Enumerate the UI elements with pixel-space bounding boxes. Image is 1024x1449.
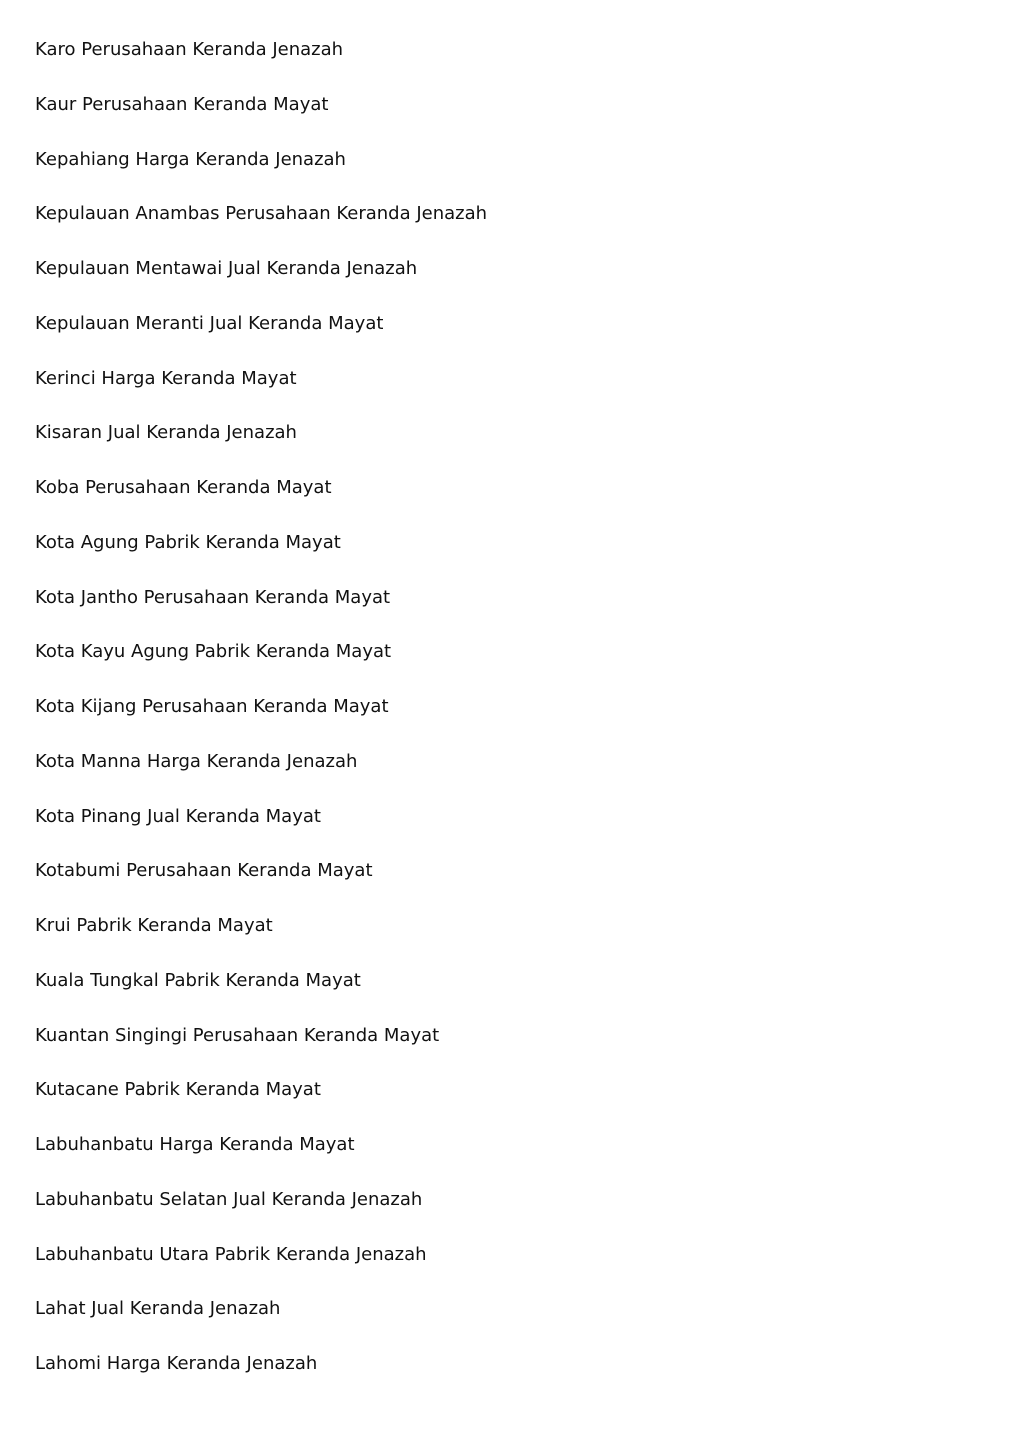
text-line: Kepulauan Meranti Jual Keranda Mayat [35, 312, 384, 334]
text-line: Kota Agung Pabrik Keranda Mayat [35, 531, 341, 553]
text-line: Kuala Tungkal Pabrik Keranda Mayat [35, 969, 361, 991]
text-line: Kutacane Pabrik Keranda Mayat [35, 1079, 321, 1101]
text-line: Kisaran Jual Keranda Jenazah [35, 422, 297, 444]
text-line: Lahomi Harga Keranda Jenazah [35, 1353, 318, 1374]
text-line: Karo Perusahaan Keranda Jenazah [35, 39, 344, 60]
text-line: Koba Perusahaan Keranda Mayat [35, 477, 332, 498]
text-line: Kaur Perusahaan Keranda Mayat [35, 93, 329, 115]
text-line: Kepulauan Anambas Perusahaan Keranda Jenazah [35, 203, 488, 225]
text-line: Labuhanbatu Harga Keranda Mayat [35, 1134, 355, 1155]
text-line: Kota Jantho Perusahaan Keranda Mayat [35, 586, 391, 608]
text-line-list [35, 36, 975, 1405]
text-line: Labuhanbatu Utara Pabrik Keranda Jenazah [35, 1243, 427, 1265]
text-line: Kuantan Singingi Perusahaan Keranda Mayat [35, 1024, 440, 1046]
text-line: Kepahiang Harga Keranda Jenazah [35, 148, 346, 170]
text-line: Kotabumi Perusahaan Keranda Mayat [35, 860, 373, 882]
text-line: Kota Manna Harga Keranda Jenazah [35, 750, 358, 772]
text-line: Lahat Jual Keranda Jenazah [35, 1298, 281, 1320]
text-line: Kota Pinang Jual Keranda Mayat [35, 805, 321, 827]
text-line: Kepulauan Mentawai Jual Keranda Jenazah [35, 258, 418, 279]
text-line: Kota Kayu Agung Pabrik Keranda Mayat [35, 641, 392, 663]
text-line: Kota Kijang Perusahaan Keranda Mayat [35, 696, 389, 717]
text-line: Krui Pabrik Keranda Mayat [35, 915, 273, 936]
text-line: Kerinci Harga Keranda Mayat [35, 367, 297, 389]
text-line: Labuhanbatu Selatan Jual Keranda Jenazah [35, 1188, 423, 1210]
